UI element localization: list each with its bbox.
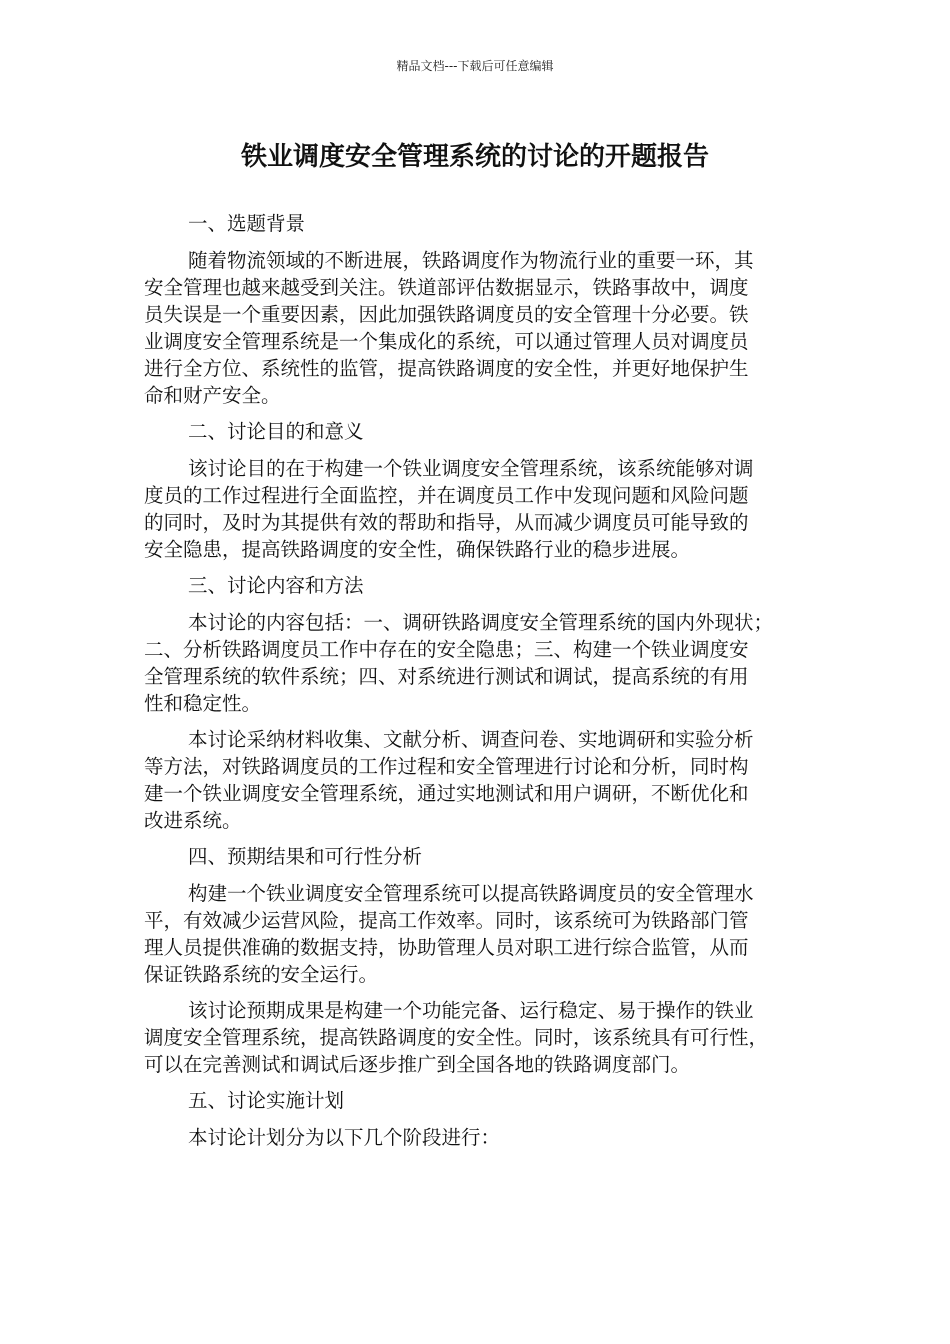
paragraph-line: 可以在完善测试和调试后逐步推广到全国各地的铁路调度部门。 xyxy=(144,1053,691,1076)
paragraph-line: 员失误是一个重要因素，因此加强铁路调度员的安全管理十分必要。铁 xyxy=(144,303,749,326)
paragraph-line: 改进系统。 xyxy=(144,809,242,832)
section-heading: 二、讨论目的和意义 xyxy=(188,420,364,443)
paragraph xyxy=(144,726,799,834)
paragraph-line: 理人员提供准确的数据支持，协助管理人员对职工进行综合监管，从而 xyxy=(144,936,749,959)
paragraph-line: 本讨论的内容包括：一、调研铁路调度安全管理系统的国内外现状； xyxy=(188,611,774,634)
paragraph-line: 随着物流领域的不断进展，铁路调度作为物流行业的重要一环，其 xyxy=(188,249,754,272)
paragraph-line: 该讨论预期成果是构建一个功能完备、运行稳定、易于操作的铁业 xyxy=(188,999,754,1022)
paragraph-line: 进行全方位、系统性的监管，提高铁路调度的安全性，并更好地保护生 xyxy=(144,357,749,380)
paragraph-line: 的同时，及时为其提供有效的帮助和指导，从而减少调度员可能导致的 xyxy=(144,511,749,534)
paragraph-line: 平，有效减少运营风险，提高工作效率。同时，该系统可为铁路部门管 xyxy=(144,909,749,932)
paragraph-line: 安全隐患，提高铁路调度的安全性，确保铁路行业的稳步进展。 xyxy=(144,538,691,561)
paragraph-line: 等方法，对铁路调度员的工作过程和安全管理进行讨论和分析，同时构 xyxy=(144,755,749,778)
paragraph-line: 二、分析铁路调度员工作中存在的安全隐患；三、构建一个铁业调度安 xyxy=(144,638,749,661)
paragraph-line: 全管理系统的软件系统；四、对系统进行测试和调试，提高系统的有用 xyxy=(144,665,749,688)
document-body xyxy=(144,210,799,1160)
paragraph-line: 该讨论目的在于构建一个铁业调度安全管理系统，该系统能够对调 xyxy=(188,457,754,480)
paragraph-line: 本讨论计划分为以下几个阶段进行： xyxy=(188,1126,501,1149)
document-title: 铁业调度安全管理系统的讨论的开题报告 xyxy=(240,142,709,172)
paragraph-line: 本讨论采纳材料收集、文献分析、调查问卷、实地调研和实验分析 xyxy=(188,728,754,751)
paragraph-line: 保证铁路系统的安全运行。 xyxy=(144,963,379,986)
section-heading: 三、讨论内容和方法 xyxy=(188,574,364,597)
paragraph-line: 构建一个铁业调度安全管理系统可以提高铁路调度员的安全管理水 xyxy=(188,882,754,905)
header-note: 精品文档---下载后可任意编辑 xyxy=(396,59,554,73)
paragraph xyxy=(144,1124,799,1151)
paragraph-line: 性和稳定性。 xyxy=(144,692,262,715)
paragraph xyxy=(144,609,799,717)
paragraph xyxy=(144,247,799,409)
section-heading: 一、选题背景 xyxy=(188,212,306,235)
paragraph-line: 度员的工作过程进行全面监控，并在调度员工作中发现问题和风险问题 xyxy=(144,484,749,507)
paragraph xyxy=(144,880,799,988)
paragraph-line: 业调度安全管理系统是一个集成化的系统，可以通过管理人员对调度员 xyxy=(144,330,749,353)
paragraph xyxy=(144,997,799,1078)
paragraph xyxy=(144,455,799,563)
section-heading: 五、讨论实施计划 xyxy=(188,1089,345,1112)
paragraph-line: 安全管理也越来越受到关注。铁道部评估数据显示，铁路事故中，调度 xyxy=(144,276,749,299)
paragraph-line: 调度安全管理系统，提高铁路调度的安全性。同时，该系统具有可行性， xyxy=(144,1026,769,1049)
section-heading: 四、预期结果和可行性分析 xyxy=(188,845,423,868)
paragraph-line: 建一个铁业调度安全管理系统，通过实地测试和用户调研，不断优化和 xyxy=(144,782,749,805)
paragraph-line: 命和财产安全。 xyxy=(144,384,281,407)
